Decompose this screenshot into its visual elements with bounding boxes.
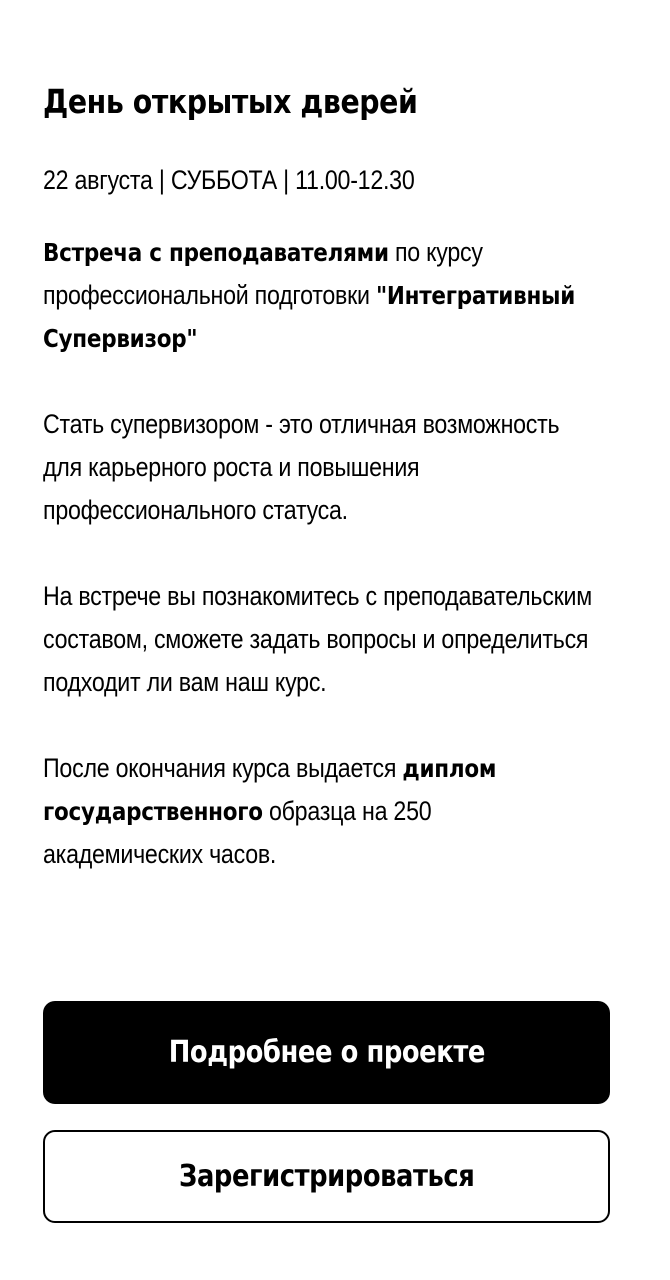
intro-line-2 xyxy=(43,274,576,317)
diploma-bold-2: государственного xyxy=(43,797,263,826)
benefit-line-3: профессионального статуса. xyxy=(43,495,348,525)
register-button[interactable] xyxy=(43,1130,610,1223)
benefit-paragraph xyxy=(43,403,623,532)
diploma-line-3: академических часов. xyxy=(43,839,277,869)
benefit-line-2: для карьерного роста и повышения xyxy=(43,452,420,482)
diploma-bold-1: диплом xyxy=(402,754,497,783)
benefit-line-1: Стать супервизором - это отличная возможность xyxy=(43,409,560,439)
diploma-text-1: После окончания курса выдается xyxy=(43,753,403,783)
more-about-project-label: Подробнее о проекте xyxy=(168,1035,485,1070)
diploma-line-1 xyxy=(43,747,542,790)
intro-text-2: профессиональной подготовки xyxy=(43,280,376,310)
intro-line-1 xyxy=(43,231,542,274)
event-content xyxy=(43,78,623,876)
diploma-text-2: образца на 250 xyxy=(262,796,432,826)
intro-text-1: по курсу xyxy=(388,237,483,267)
intro-bold-meeting: Встреча с преподавателями xyxy=(43,238,389,267)
intro-line-3 xyxy=(43,317,542,360)
intro-paragraph xyxy=(43,231,623,360)
page-title: День открытых дверей xyxy=(43,82,418,121)
meeting-paragraph xyxy=(43,575,623,704)
more-about-project-button[interactable] xyxy=(43,1001,610,1104)
register-label: Зарегистрироваться xyxy=(178,1159,475,1194)
intro-bold-course-1: "Интегративный xyxy=(375,281,576,310)
diploma-line-2 xyxy=(43,790,542,833)
meeting-line-3: подходит ли вам наш курс. xyxy=(43,667,327,697)
event-date: 22 августа | СУББОТА | 11.00-12.30 xyxy=(43,165,415,195)
meeting-line-2: составом, сможете задать вопросы и определиться xyxy=(43,624,589,654)
diploma-paragraph xyxy=(43,747,623,876)
intro-bold-course-2: Супервизор" xyxy=(43,324,198,353)
meeting-line-1: На встрече вы познакомитесь с преподавательским xyxy=(43,581,592,611)
